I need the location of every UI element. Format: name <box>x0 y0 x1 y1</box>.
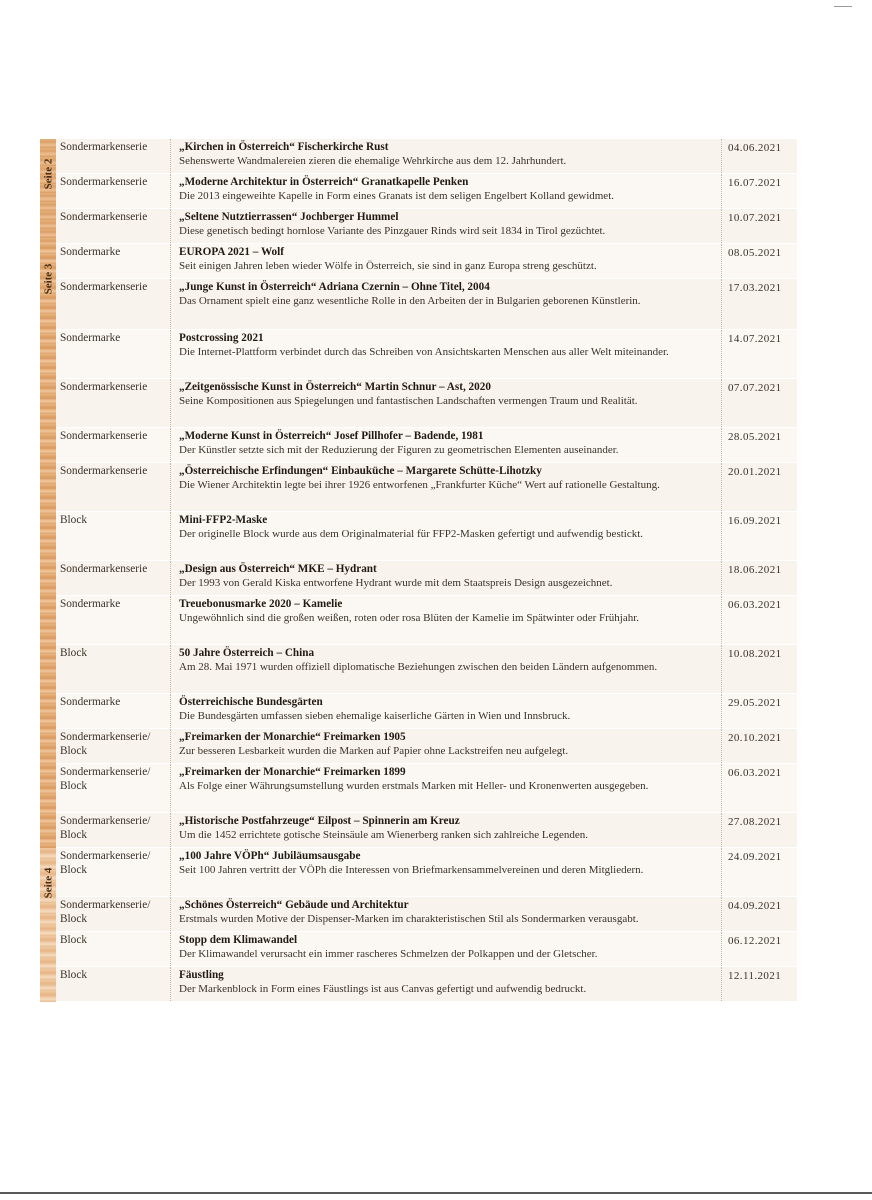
row-date: 06.03.2021 <box>728 599 782 611</box>
row-category: Sondermarkenserie/ Block <box>60 850 151 876</box>
row-description-cell <box>170 897 722 931</box>
row-category: Sondermarkenserie <box>60 563 148 575</box>
row-category: Sondermarke <box>60 332 121 344</box>
row-category: Block <box>60 647 87 659</box>
row-description-cell <box>170 694 722 728</box>
table-row <box>40 379 797 428</box>
row-title: „Zeitgenössische Kunst in Österreich“ Martin Schnur – Ast, 2020 <box>179 381 491 393</box>
row-description: Die Internet-Plattform verbindet durch das Schreiben von Ansichtskarten Menschen aus aller Welt miteinander. <box>179 345 669 358</box>
section-label <box>40 244 56 314</box>
row-category: Block <box>60 934 87 946</box>
row-title: „Design aus Österreich“ MKE – Hydrant <box>179 563 377 575</box>
row-date: 29.05.2021 <box>728 697 782 709</box>
row-date: 06.12.2021 <box>728 935 782 947</box>
section-stripe <box>40 244 56 848</box>
row-description-cell <box>170 463 722 511</box>
table-row <box>40 209 797 244</box>
table-row <box>40 174 797 209</box>
table-row <box>40 813 797 848</box>
row-description: Die 2013 eingeweihte Kapelle in Form eines Granats ist dem seligen Engelbert Kolland gewidmet. <box>179 189 614 202</box>
row-date: 04.09.2021 <box>728 900 782 912</box>
section-label-text: Seite 2 <box>42 158 55 190</box>
row-title: Mini-FFP2-Maske <box>179 514 268 526</box>
row-description-cell <box>170 764 722 812</box>
row-description: Der Künstler setzte sich mit der Reduzierung der Figuren zu geometrischen Elementen auseinander. <box>179 443 619 456</box>
row-title: „Junge Kunst in Österreich“ Adriana Czernin – Ohne Titel, 2004 <box>179 281 490 293</box>
table-row <box>40 848 797 897</box>
row-description-cell <box>170 645 722 693</box>
row-category: Sondermarkenserie/ Block <box>60 899 151 925</box>
table-row <box>40 694 797 729</box>
row-date: 27.08.2021 <box>728 816 782 828</box>
row-category: Sondermarkenserie <box>60 141 148 153</box>
row-title: „Seltene Nutztierrassen“ Jochberger Hummel <box>179 211 399 223</box>
table-row <box>40 932 797 967</box>
row-title: „Historische Postfahrzeuge“ Eilpost – Spinnerin am Kreuz <box>179 815 460 827</box>
row-description-cell <box>170 379 722 427</box>
row-description: Der Klimawandel verursacht ein immer rascheres Schmelzen der Polkappen und der Gletscher. <box>179 947 598 960</box>
row-category: Sondermarkenserie/ Block <box>60 766 151 792</box>
table-row <box>40 139 797 174</box>
row-date: 10.07.2021 <box>728 212 782 224</box>
row-title: Fäustling <box>179 969 224 981</box>
row-date: 17.03.2021 <box>728 282 782 294</box>
stamp-list-sheet <box>40 139 797 1002</box>
table-row <box>40 645 797 694</box>
table-row <box>40 561 797 596</box>
row-description: Am 28. Mai 1971 wurden offiziell diplomatische Beziehungen zwischen den beiden Ländern aufgenommen. <box>179 660 658 673</box>
row-description: Der 1993 von Gerald Kiska entworfene Hydrant wurde mit dem Staatspreis Design ausgezeichnet. <box>179 576 613 589</box>
row-title: „Moderne Kunst in Österreich“ Josef Pillhofer – Badende, 1981 <box>179 430 484 442</box>
row-description-cell <box>170 848 722 896</box>
row-category: Sondermarke <box>60 246 121 258</box>
table-row <box>40 279 797 330</box>
row-title: EUROPA 2021 – Wolf <box>179 246 284 258</box>
row-category: Sondermarkenserie/ Block <box>60 815 151 841</box>
table-row <box>40 764 797 813</box>
section-label <box>40 139 56 209</box>
row-date: 10.08.2021 <box>728 648 782 660</box>
table-row <box>40 512 797 561</box>
row-description-cell <box>170 932 722 966</box>
table-row <box>40 729 797 764</box>
table-row <box>40 967 797 1002</box>
row-description: Die Bundesgärten umfassen sieben ehemalige kaiserliche Gärten in Wien und Innsbruck. <box>179 709 571 722</box>
row-description-cell <box>170 596 722 644</box>
row-title: „Schönes Österreich“ Gebäude und Architektur <box>179 899 409 911</box>
table-row <box>40 463 797 512</box>
row-category: Sondermarke <box>60 696 121 708</box>
row-category: Block <box>60 514 87 526</box>
section-label-text: Seite 3 <box>42 263 55 295</box>
scan-edge-line <box>0 1192 872 1194</box>
row-category: Sondermarkenserie <box>60 465 148 477</box>
stamp-list <box>40 139 797 1002</box>
row-title: „Freimarken der Monarchie“ Freimarken 1899 <box>179 766 406 778</box>
section-label-text: Seite 4 <box>42 867 55 899</box>
row-title: Stopp dem Klimawandel <box>179 934 298 946</box>
row-description: Seit 100 Jahren vertritt der VÖPh die Interessen von Briefmarkensammelvereinen und deren Mitgliedern. <box>179 863 644 876</box>
page-corner-mark <box>834 6 852 7</box>
row-description-cell <box>170 512 722 560</box>
row-title: „Kirchen in Österreich“ Fischerkirche Rust <box>179 141 389 153</box>
row-description: Als Folge einer Währungsumstellung wurden erstmals Marken mit Heller- und Kronenwerten ausgegeben. <box>179 779 649 792</box>
row-date: 28.05.2021 <box>728 431 782 443</box>
row-date: 07.07.2021 <box>728 382 782 394</box>
row-title: „Österreichische Erfindungen“ Einbauküche – Margarete Schütte-Lihotzky <box>179 465 542 477</box>
row-date: 06.03.2021 <box>728 767 782 779</box>
row-description-cell <box>170 279 722 329</box>
row-description-cell <box>170 174 722 208</box>
row-title: „100 Jahre VÖPh“ Jubiläumsausgabe <box>179 850 361 862</box>
row-date: 18.06.2021 <box>728 564 782 576</box>
row-description-cell <box>170 139 722 173</box>
row-date: 16.07.2021 <box>728 177 782 189</box>
row-category: Sondermarke <box>60 598 121 610</box>
row-category: Sondermarkenserie/ Block <box>60 731 151 757</box>
table-row <box>40 897 797 932</box>
row-description-cell <box>170 330 722 378</box>
row-date: 20.01.2021 <box>728 466 782 478</box>
row-title: Postcrossing 2021 <box>179 332 264 344</box>
row-description-cell <box>170 729 722 763</box>
row-description: Um die 1452 errichtete gotische Steinsäule am Wienerberg ranken sich zahlreiche Legenden. <box>179 828 589 841</box>
row-date: 12.11.2021 <box>728 970 782 982</box>
row-date: 14.07.2021 <box>728 333 782 345</box>
row-description-cell <box>170 967 722 1001</box>
row-category: Sondermarkenserie <box>60 430 148 442</box>
row-date: 08.05.2021 <box>728 247 782 259</box>
row-category: Sondermarkenserie <box>60 381 148 393</box>
row-title: Treuebonusmarke 2020 – Kamelie <box>179 598 343 610</box>
table-row <box>40 596 797 645</box>
row-title: „Freimarken der Monarchie“ Freimarken 1905 <box>179 731 406 743</box>
row-category: Sondermarkenserie <box>60 176 148 188</box>
row-description: Sehenswerte Wandmalereien zieren die ehemalige Wehrkirche aus dem 12. Jahrhundert. <box>179 154 567 167</box>
row-title: 50 Jahre Österreich – China <box>179 647 315 659</box>
row-title: „Moderne Architektur in Österreich“ Granatkapelle Penken <box>179 176 469 188</box>
row-description: Die Wiener Architektin legte bei ihrer 1926 entworfenen „Frankfurter Küche“ Wert auf rationelle Gestaltung. <box>179 478 660 491</box>
row-description-cell <box>170 561 722 595</box>
table-row <box>40 330 797 379</box>
row-date: 16.09.2021 <box>728 515 782 527</box>
row-description-cell <box>170 244 722 278</box>
section-label <box>40 848 56 918</box>
row-description-cell <box>170 428 722 462</box>
table-row <box>40 428 797 463</box>
row-title: Österreichische Bundesgärten <box>179 696 323 708</box>
row-category: Block <box>60 969 87 981</box>
row-description: Der Markenblock in Form eines Fäustlings ist aus Canvas gefertigt und aufwendig bedruckt. <box>179 982 587 995</box>
table-row <box>40 244 797 279</box>
row-description: Erstmals wurden Motive der Dispenser-Marken im charakteristischen Stil als Sondermarken verausgabt. <box>179 912 639 925</box>
row-description: Diese genetisch bedingt hornlose Variante des Pinzgauer Rinds wird seit 1834 in Tirol gezüchtet. <box>179 224 606 237</box>
row-description: Das Ornament spielt eine ganz wesentliche Rolle in den Arbeiten der in Bulgarien geborenen Künstlerin. <box>179 294 641 307</box>
row-date: 24.09.2021 <box>728 851 782 863</box>
row-description-cell <box>170 209 722 243</box>
row-date: 20.10.2021 <box>728 732 782 744</box>
row-description: Ungewöhnlich sind die großen weißen, roten oder rosa Blüten der Kamelie im Spätwinter oder Frühjahr. <box>179 611 640 624</box>
row-description: Zur besseren Lesbarkeit wurden die Marken auf Papier ohne Lackstreifen neu aufgelegt. <box>179 744 569 757</box>
row-description: Seine Kompositionen aus Spiegelungen und fantastischen Landschaften vermengen Traum und Realität. <box>179 394 638 407</box>
row-category: Sondermarkenserie <box>60 211 148 223</box>
row-description: Der originelle Block wurde aus dem Originalmaterial für FFP2-Masken gefertigt und aufwendig bestickt. <box>179 527 644 540</box>
row-description: Seit einigen Jahren leben wieder Wölfe in Österreich, sie sind in ganz Europa streng geschützt. <box>179 259 597 272</box>
row-description-cell <box>170 813 722 847</box>
row-date: 04.06.2021 <box>728 142 782 154</box>
row-category: Sondermarkenserie <box>60 281 148 293</box>
